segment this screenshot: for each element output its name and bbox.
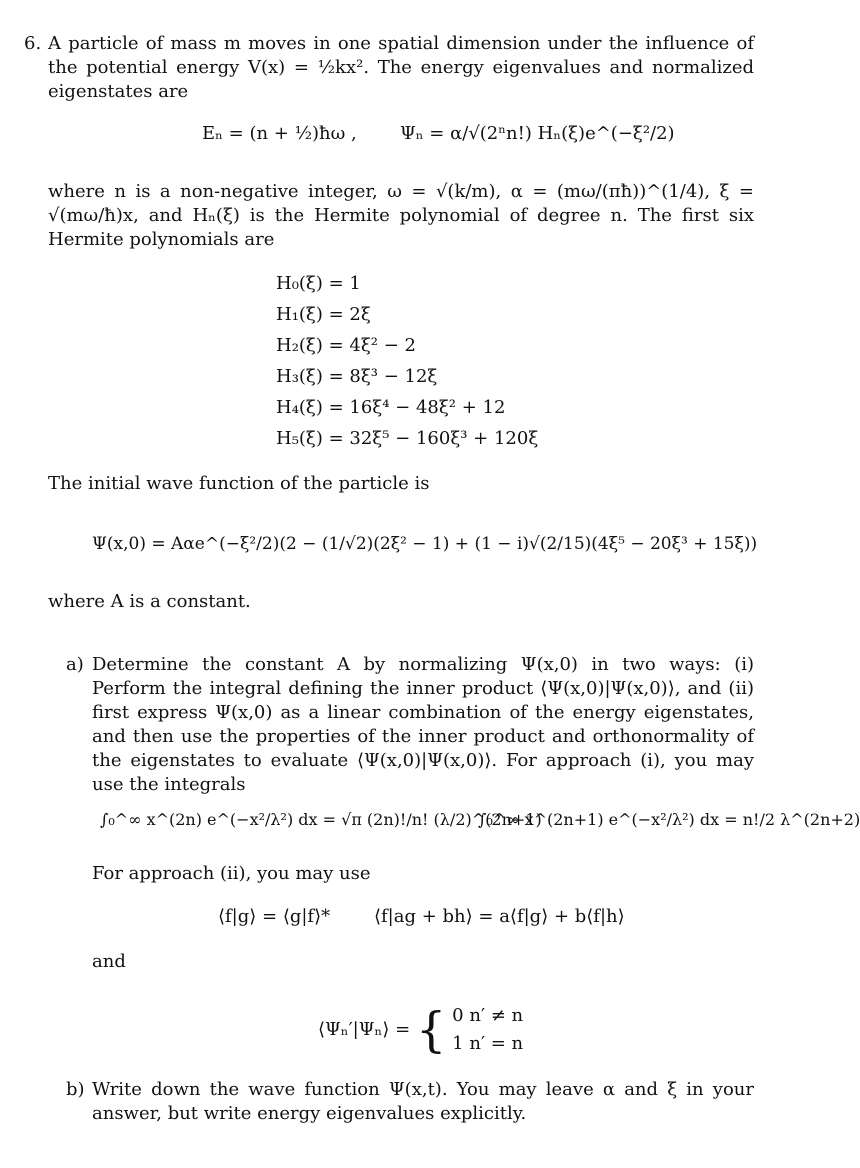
gaussian-integral-even: ∫₀^∞ x^(2n) e^(−x²/λ²) dx = √π (2n)!/n! (λ/2)^(2n+1) — [100, 810, 542, 829]
definitions-paragraph: where n is a non-negative integer, ω = √(k/m), α = (mω/(πħ))^(1/4), ξ = √(mω/ħ)x, and Hₙ(ξ) is the Hermite polynomial of degree n. The first six Hermite polynomials are — [48, 181, 754, 250]
orthonormality-relation — [318, 1002, 523, 1058]
hermite-h5: H₅(ξ) = 32ξ⁵ − 160ξ³ + 120ξ — [276, 428, 539, 449]
approach-ii-intro: For approach (ii), you may use — [92, 863, 371, 884]
part-a-label: a) — [66, 654, 84, 675]
eigenstate-equation: Ψₙ = α/√(2ⁿn!) Hₙ(ξ)e^(−ξ²/2) — [400, 123, 675, 144]
orthonormality-lhs: ⟨Ψₙ′|Ψₙ⟩ = — [318, 1019, 411, 1040]
hermite-polynomial-list — [276, 272, 538, 458]
orthonormality-case-different: 0 n′ ≠ n — [452, 1005, 524, 1026]
hermite-h1: H₁(ξ) = 2ξ — [276, 304, 371, 325]
orthonormality-cases — [452, 1002, 523, 1058]
hermite-h4: H₄(ξ) = 16ξ⁴ − 48ξ² + 12 — [276, 397, 506, 418]
problem-intro: A particle of mass m moves in one spatial dimension under the influence of the potential energy V(x) = ½kx². The energy eigenvalues and normalized eigenstates are — [48, 33, 754, 102]
hermite-h3: H₃(ξ) = 8ξ³ − 12ξ — [276, 366, 438, 387]
initial-wavefunction-intro: The initial wave function of the particle is — [48, 473, 430, 494]
part-a-text: Determine the constant A by normalizing Ψ(x,0) in two ways: (i) Perform the integral defining the inner product ⟨Ψ(x,0)|Ψ(x,0)⟩, and (ii) first express Ψ(x,0) as a linear combination of the energy eigenstates, and then use the properties of the inner product and orthonormality of the eigenstates to evaluate ⟨Ψ(x,0)|Ψ(x,0)⟩. For approach (i), you may use the integrals — [92, 654, 754, 795]
constant-a-note: where A is a constant. — [48, 591, 251, 612]
hermite-h2: H₂(ξ) = 4ξ² − 2 — [276, 335, 416, 356]
energy-eigenvalue-equation: Eₙ = (n + ½)ħω , — [202, 123, 357, 144]
inner-product-conjugate-property: ⟨f|g⟩ = ⟨g|f⟩* — [218, 906, 331, 927]
gaussian-integral-odd: ∫₀^∞ x^(2n+1) e^(−x²/λ²) dx = n!/2 λ^(2n+2) — [478, 810, 860, 829]
part-b-label: b) — [66, 1079, 85, 1100]
and-word: and — [92, 951, 126, 972]
part-b-text: Write down the wave function Ψ(x,t). You may leave α and ξ in your answer, but write energy eigenvalues explicitly. — [92, 1079, 754, 1124]
inner-product-linearity-property: ⟨f|ag + bh⟩ = a⟨f|g⟩ + b⟨f|h⟩ — [374, 906, 625, 927]
hermite-h0: H₀(ξ) = 1 — [276, 273, 361, 294]
problem-number: 6. — [24, 33, 42, 54]
initial-wavefunction-equation: Ψ(x,0) = Aαe^(−ξ²/2)(2 − (1/√2)(2ξ² − 1) + (1 − i)√(2/15)(4ξ⁵ − 20ξ³ + 15ξ)) — [92, 534, 758, 554]
orthonormality-case-same: 1 n′ = n — [452, 1033, 524, 1054]
cases-brace: { — [415, 1002, 447, 1058]
